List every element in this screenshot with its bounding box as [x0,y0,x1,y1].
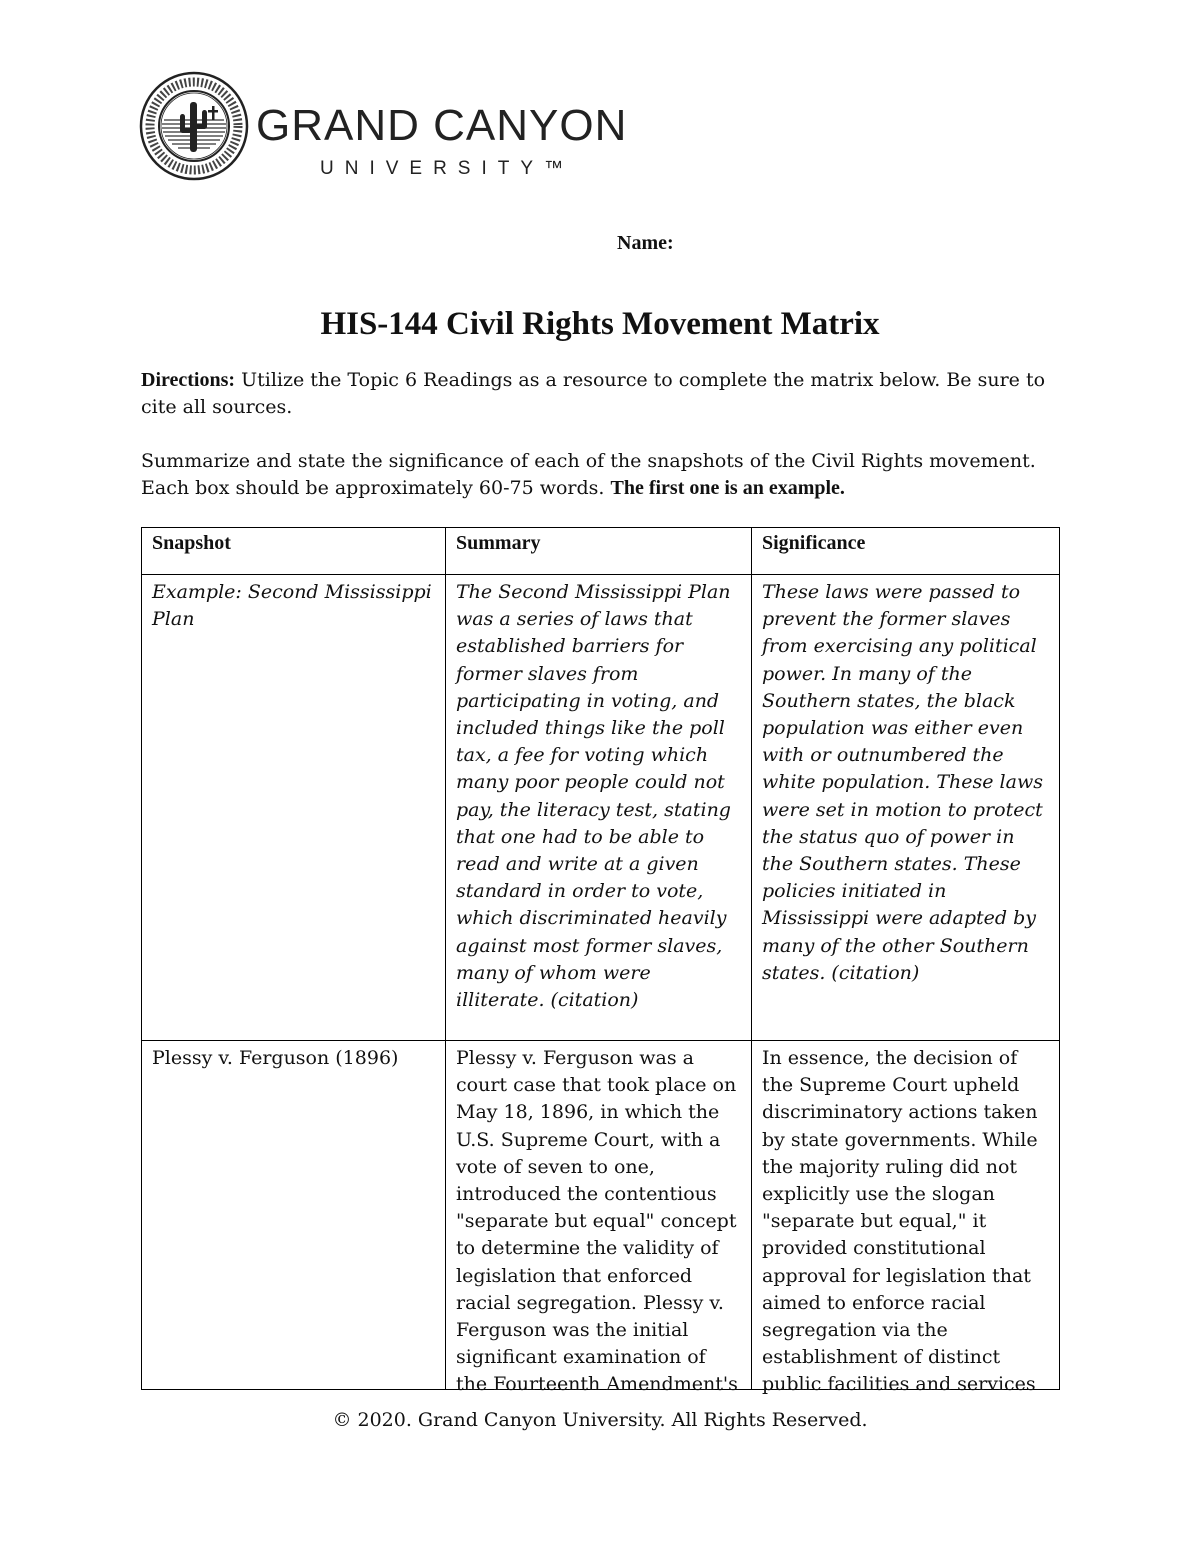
university-logo [138,70,628,185]
summary-cell [446,1041,752,1396]
snapshot-text: Plessy v. Ferguson (1896) [152,1047,399,1069]
table-row [142,575,1060,1041]
university-wordmark [256,101,628,180]
instructions-paragraph [141,448,1061,502]
header-snapshot: Snapshot [142,528,446,575]
university-seal-icon [138,70,250,182]
directions-text: Utilize the Topic 6 Readings as a resource to complete the matrix below. Be sure to cite all sources. [141,369,1046,418]
table-row [142,1041,1060,1390]
civil-rights-matrix-table [141,527,1060,1396]
significance-text: In essence, the decision of the Supreme Court upheld discriminatory actions taken by state governments. While the majority ruling did not explicitly use the slogan "separate but equal," it provided constitutional approval for legislation that aimed to enforce racial segregation via the establishment of distinct public facilities and services [762,1047,1038,1396]
instructions-text: Summarize and state the significance of each of the snapshots of the Civil Rights movement. Each box should be approximately 60-75 words. [141,450,1036,499]
page-title: HIS-144 Civil Rights Movement Matrix [320,306,880,342]
copyright-footer: © 2020. Grand Canyon University. All Rights Reserved. [332,1409,868,1431]
significance-cell [752,1041,1060,1396]
snapshot-cell: Example: Second Mississippi Plan [142,575,446,1041]
snapshot-cell [142,1041,446,1390]
name-label: Name: [617,232,674,254]
header-significance: Significance [752,528,1060,575]
summary-text: Plessy v. Ferguson was a court case that took place on May 18, 1896, in which the U.S. Supreme Court, with a vote of seven to one, introduced the contentious "separate but equal" concept to determine the validity of legislation that enforced racial segregation. Plessy v. Ferguson was the initial significant examination of the Fourteenth Amendment's [456,1047,738,1396]
summary-cell: The Second Mississippi Plan was a series of laws that established barriers for former slaves from participating in voting, and included things like the poll tax, a fee for voting which many poor people could not pay, the literacy test, stating that one had to be able to read and write at a given standard in order to vote, which discriminated heavily against most former slaves, many of whom were illiterate. (citation) [446,575,752,1041]
header-summary: Summary [446,528,752,575]
directions-paragraph [141,367,1061,421]
wordmark-line2: UNIVERSITY™ [320,158,575,179]
table-header-row [142,528,1060,575]
wordmark-line1: GRAND CANYON [256,101,628,150]
significance-cell: These laws were passed to prevent the former slaves from exercising any political power. In many of the Southern states, the black population was either even with or outnumbered the white population. These laws were set in motion to protect the status quo of power in the Southern states. These policies initiated in Mississippi were adapted by many of the other Southern states. (citation) [752,575,1060,1041]
directions-label: Directions: [141,369,236,391]
instructions-bold: The first one is an example. [610,477,845,499]
